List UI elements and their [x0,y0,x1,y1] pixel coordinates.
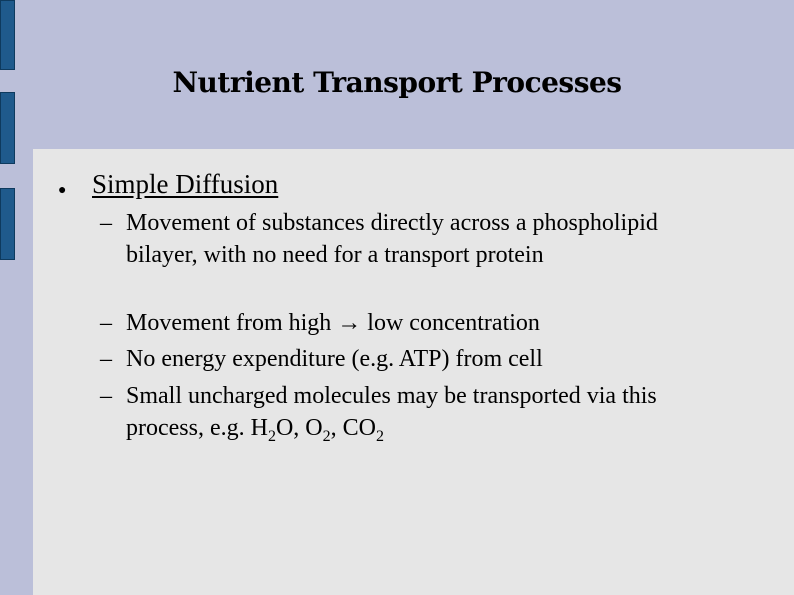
text-segment: Small uncharged molecules may be transported via this process, e.g. H [126,383,657,441]
sub-item-text: Movement from high → low concentration [126,310,540,336]
dash-marker: – [100,310,112,336]
bullet-simple-diffusion: Simple Diffusion [92,169,279,199]
dash-marker: – [100,346,112,372]
left-decor-bar [0,188,15,260]
dash-marker: – [100,383,112,409]
sub-item-text: No energy expenditure (e.g. ATP) from cell [126,346,543,372]
left-decor-bar [0,92,15,164]
sub-item-text: Movement of substances directly across a phospholipid bilayer, with no need for a transport protein [126,210,658,268]
sub-item-text [126,380,716,444]
text-segment: O, O [275,415,323,441]
text-segment: , CO [330,415,376,441]
subscript: 2 [322,428,331,445]
subscript: 2 [375,428,384,445]
bullet-marker: ● [58,183,67,198]
dash-marker: – [100,210,112,236]
left-decor-bar [0,0,15,70]
slide-title: Nutrient Transport Processes [172,66,622,99]
subscript: 2 [267,428,276,445]
